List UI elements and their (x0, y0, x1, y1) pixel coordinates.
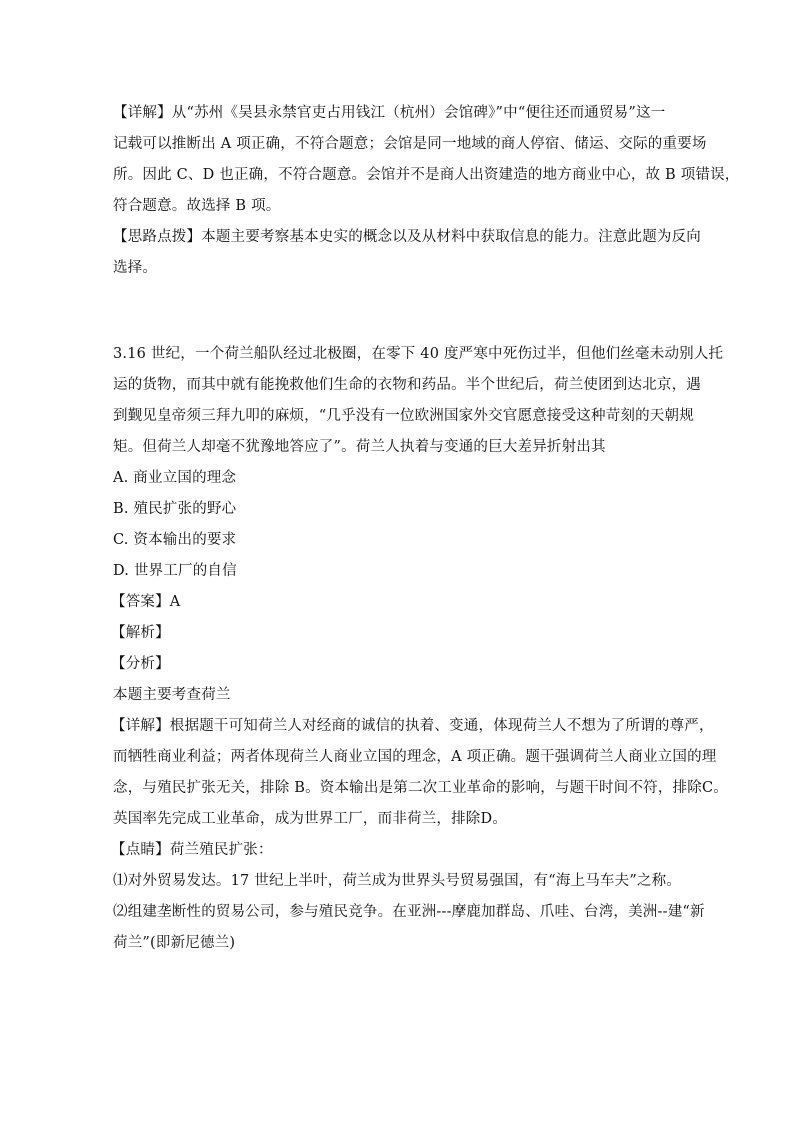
detail-line: 念，与殖民扩张无关，排除 B。资本输出是第二次工业革命的影响，与题干时间不符，排除C。 (113, 780, 728, 796)
fenxi-text: 本题主要考查荷兰 (113, 687, 231, 703)
option-c: C. 资本输出的要求 (113, 532, 237, 548)
question-3 (111, 339, 728, 959)
detail-line: 【详解】根据题干可知荷兰人对经商的诚信的执着、变通，体现荷兰人不想为了所谓的尊严， (111, 718, 714, 734)
question-stem-line: 3.16 世纪，一个荷兰船队经过北极圈，在零下 40 度严寒中死伤过半，但他们丝毫未动别人托 (113, 346, 724, 362)
detail-line: 英国率先完成工业革命，成为世界工厂，而非荷兰，排除D。 (113, 811, 508, 827)
tips-line: 选择。 (113, 260, 158, 276)
detail-line: 而牺牲商业利益；两者体现荷兰人商业立国的理念，A 项正确。题干强调荷兰人商业立国的理 (113, 749, 717, 765)
point-line: 荷兰”(即新尼德兰) (113, 935, 236, 951)
question-stem-line: 矩。但荷兰人却毫不犹豫地答应了”。荷兰人执着与变通的巨大差异折射出其 (113, 439, 606, 455)
option-b: B. 殖民扩张的野心 (113, 501, 237, 517)
section-gap (113, 284, 683, 339)
answer-label: 【答案】A (111, 594, 181, 610)
explanation-line: 所。因此 C、D 也正确，不符合题意。会馆并不是商人出资建造的地方商业中心，故 B 项错误， (113, 167, 740, 183)
fenxi-label: 【分析】 (111, 656, 170, 672)
dianjing-label: 【点睛】荷兰殖民扩张： (111, 842, 273, 858)
tips-line: 【思路点拨】本题主要考察基本史实的概念以及从材料中获取信息的能力。注意此题为反向 (113, 229, 701, 245)
explanation-line: 符合题意。故选择 B 项。 (113, 198, 281, 214)
option-d: D. 世界工厂的自信 (113, 563, 237, 579)
previous-question-explanation (113, 98, 740, 284)
analysis-label: 【解析】 (111, 625, 170, 641)
document-page (111, 98, 740, 959)
option-a: A. 商业立国的理念 (113, 470, 237, 486)
explanation-line: 【详解】从“苏州《吴县永禁官吏占用钱江（杭州）会馆碑》”中“便往还而通贸易”这一 (113, 105, 666, 121)
question-stem-line: 运的货物，而其中就有能挽救他们生命的衣物和药品。半个世纪后，荷兰使团到达北京，遇 (113, 377, 701, 393)
explanation-line: 记载可以推断出 A 项正确，不符合题意；会馆是同一地域的商人停宿、储运、交际的重要场 (113, 136, 707, 152)
question-stem-line: 到觐见皇帝须三拜九叩的麻烦，“几乎没有一位欧洲国家外交官愿意接受这种苛刻的天朝规 (113, 408, 694, 424)
point-line: ⑵组建垄断性的贸易公司，参与殖民竞争。在亚洲---摩鹿加群岛、爪哇、台湾，美洲--建“新 (113, 904, 705, 920)
point-line: ⑴对外贸易发达。17 世纪上半叶，荷兰成为世界头号贸易强国，有“海上马车夫”之称。 (113, 873, 682, 889)
